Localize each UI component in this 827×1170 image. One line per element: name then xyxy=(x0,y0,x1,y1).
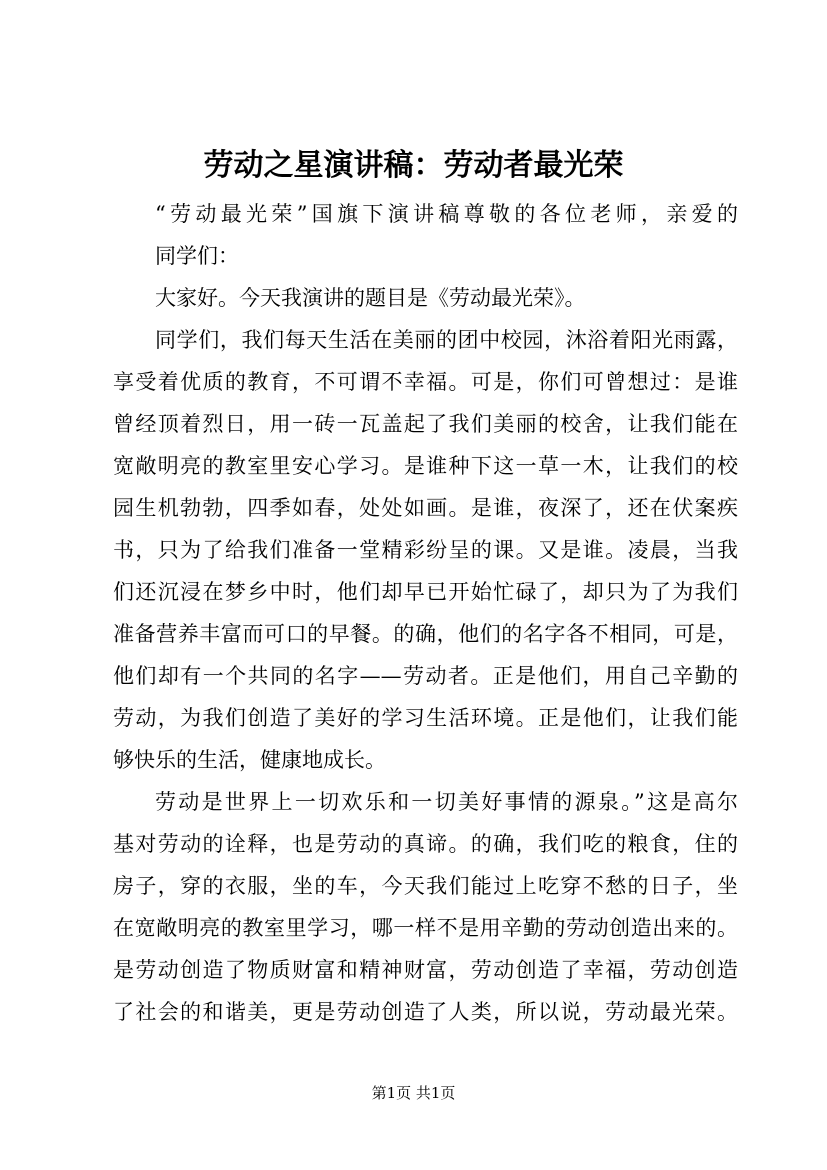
paragraph-line: 劳动是世界上一切欢乐和一切美好事情的源泉。”这是高尔 xyxy=(155,790,738,814)
subtitle-line: 同学们： xyxy=(155,244,239,268)
paragraph-line: 同学们，我们每天生活在美丽的团中校园，沐浴着阳光雨露， xyxy=(155,328,738,352)
paragraph-line: 了社会的和谐美，更是劳动创造了人类，所以说，劳动最光荣。 xyxy=(113,1000,738,1024)
paragraph-line: 他们却有一个共同的名字——劳动者。正是他们，用自己辛勤的 xyxy=(113,664,738,688)
paragraph-line: 曾经顶着烈日，用一砖一瓦盖起了我们美丽的校舍，让我们能在 xyxy=(113,412,738,436)
paragraph-line: 享受着优质的教育，不可谓不幸福。可是，你们可曾想过：是谁 xyxy=(113,370,738,394)
paragraph-line: 够快乐的生活，健康地成长。 xyxy=(113,748,386,772)
paragraph-line: 准备营养丰富而可口的早餐。的确，他们的名字各不相同，可是， xyxy=(113,622,738,646)
paragraph-line: 园生机勃勃，四季如春，处处如画。是谁，夜深了，还在伏案疾 xyxy=(113,496,738,520)
document-title: 劳动之星演讲稿：劳动者最光荣 xyxy=(203,148,624,183)
subtitle-line: “劳动最光荣”国旗下演讲稿尊敬的各位老师，亲爱的 xyxy=(155,202,738,226)
greeting-line: 大家好。今天我演讲的题目是《劳动最光荣》。 xyxy=(155,286,586,310)
paragraph-line: 们还沉浸在梦乡中时，他们却早已开始忙碌了，却只为了为我们 xyxy=(113,580,738,604)
paragraph-line: 在宽敞明亮的教室里学习，哪一样不是用辛勤的劳动创造出来的。 xyxy=(113,916,738,940)
page-footer: 第1页 共1页 xyxy=(371,1084,456,1102)
paragraph-line: 是劳动创造了物质财富和精神财富，劳动创造了幸福，劳动创造 xyxy=(113,958,738,982)
paragraph-line: 房子，穿的衣服，坐的车，今天我们能过上吃穿不愁的日子，坐 xyxy=(113,874,738,898)
paragraph-line: 书，只为了给我们准备一堂精彩纷呈的课。又是谁。凌晨，当我 xyxy=(113,538,738,562)
paragraph-line: 劳动，为我们创造了美好的学习生活环境。正是他们，让我们能 xyxy=(113,706,738,730)
paragraph-line: 基对劳动的诠释，也是劳动的真谛。的确，我们吃的粮食，住的 xyxy=(113,832,738,856)
paragraph-line: 宽敞明亮的教室里安心学习。是谁种下这一草一木，让我们的校 xyxy=(113,454,738,478)
